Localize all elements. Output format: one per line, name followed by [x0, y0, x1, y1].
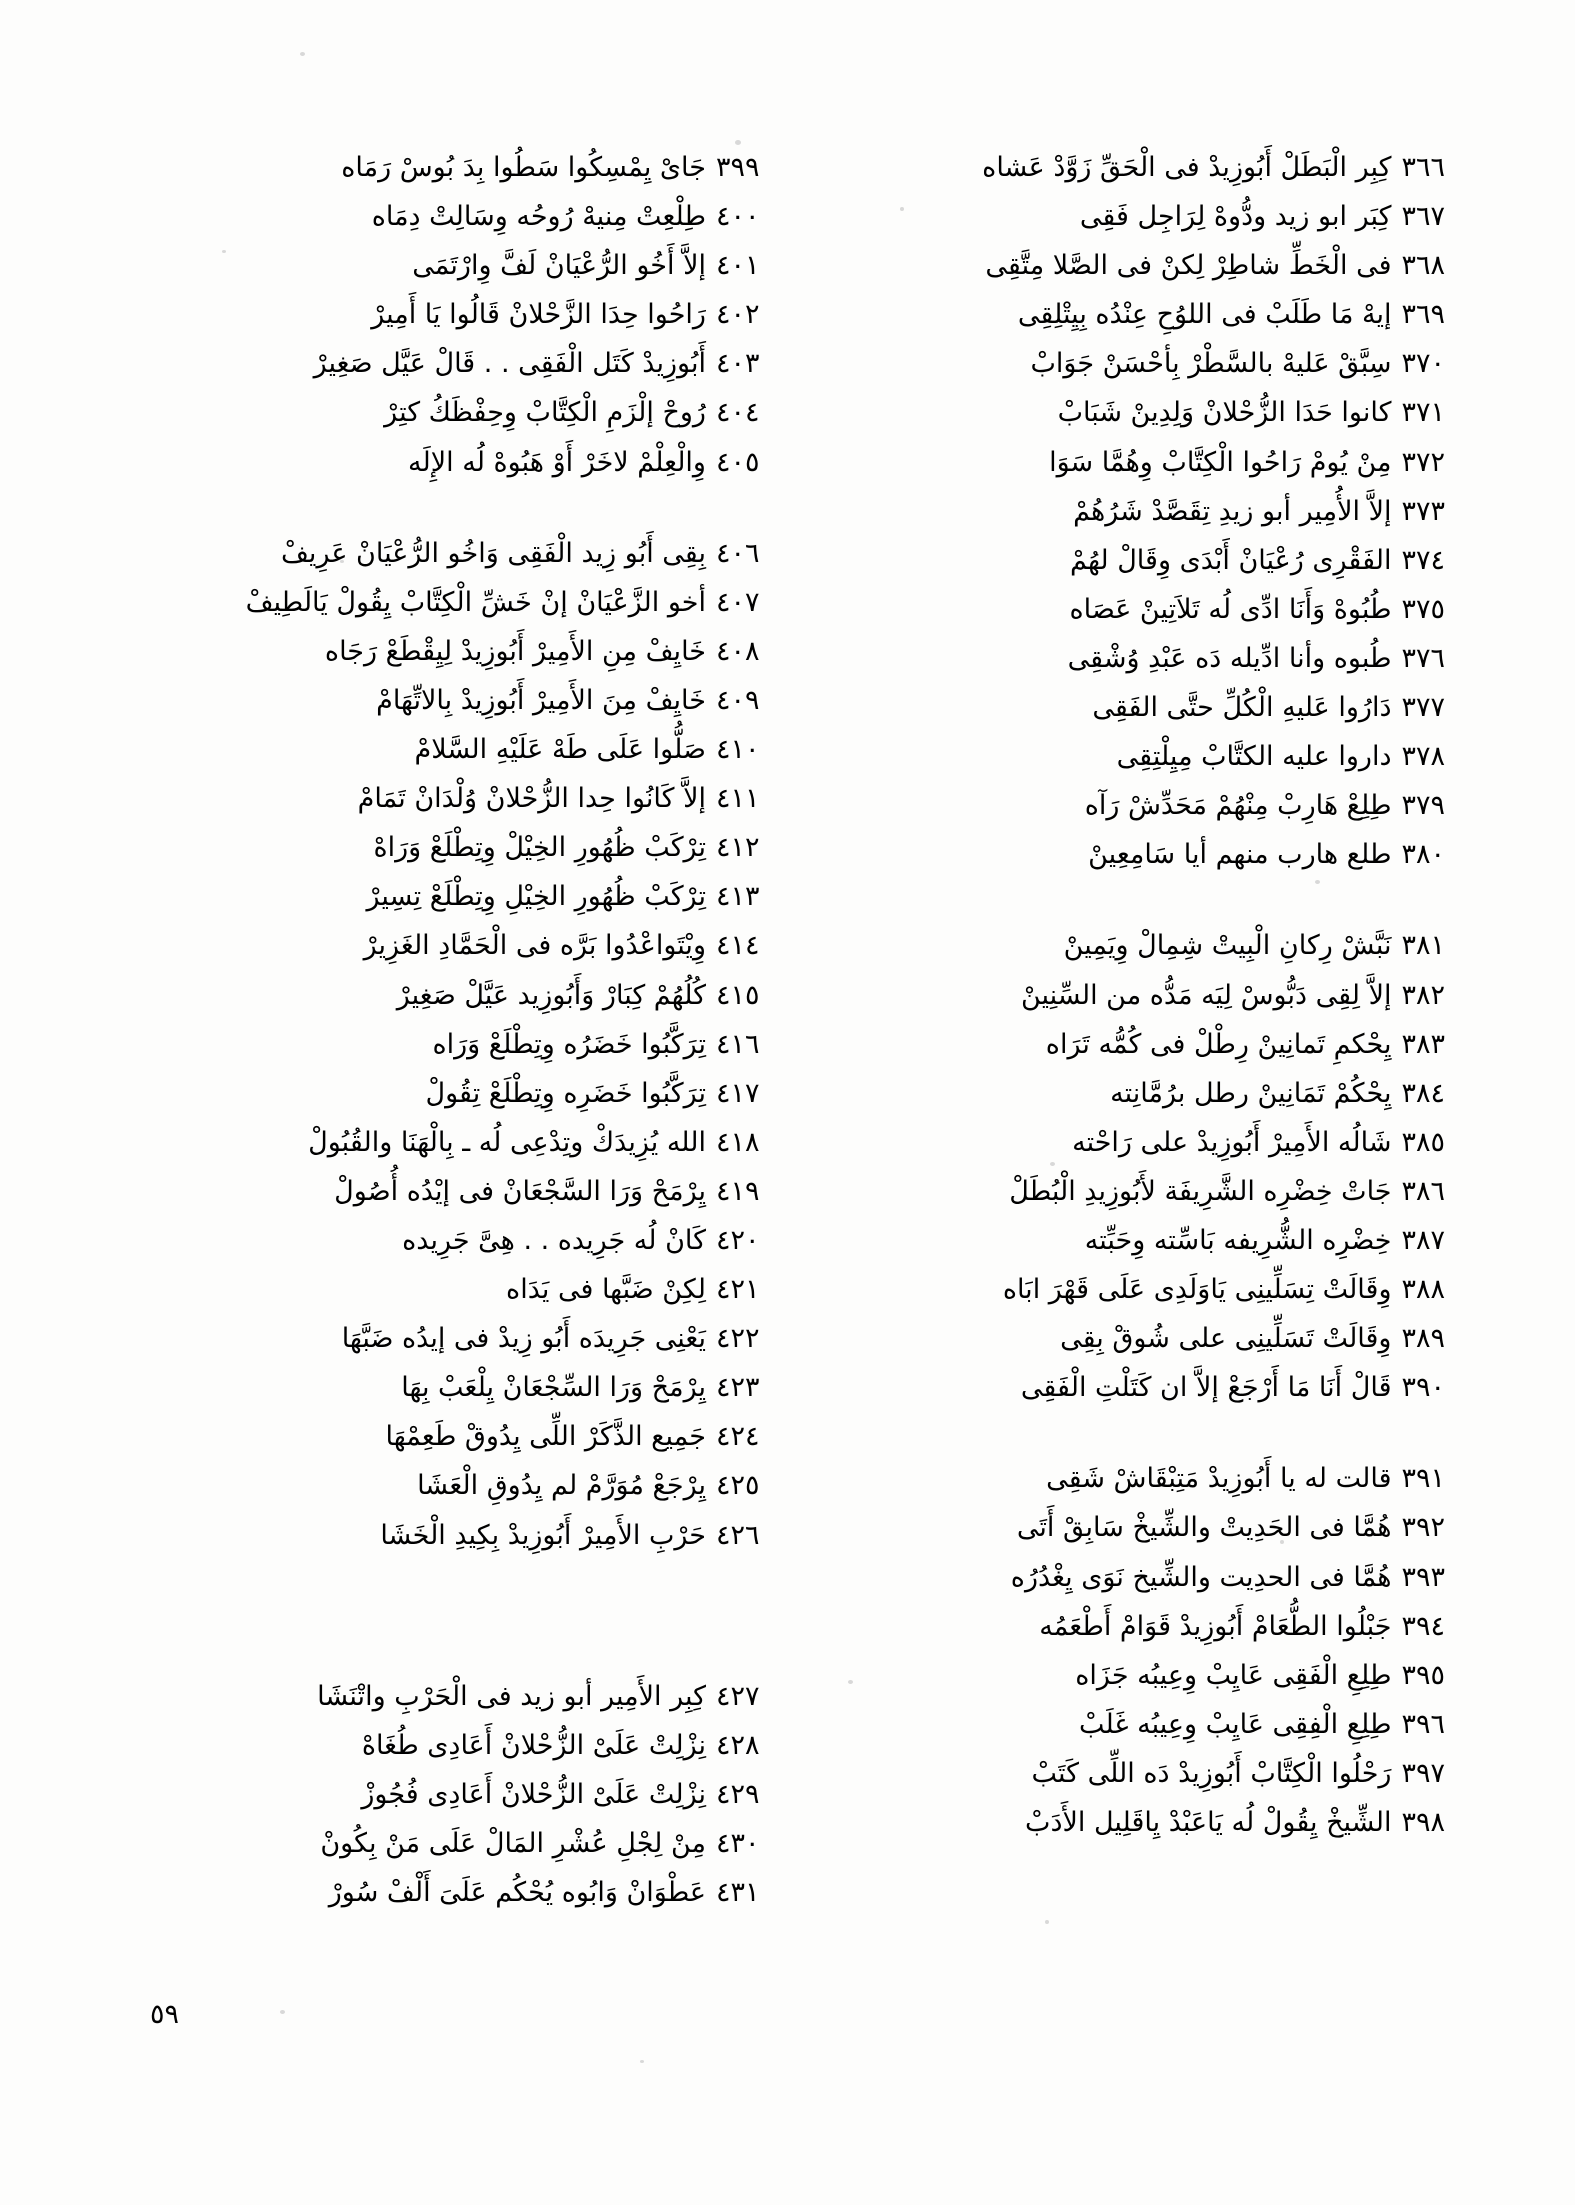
verse-number: ٤٠٩	[715, 684, 760, 716]
verse-text: تِرْكَبْ ظُهُورِ الخِيْلِ وِتِطْلَعْ تِسِيرْ	[366, 881, 706, 913]
verse-number: ٣٨٩	[1401, 1323, 1445, 1355]
verse-text: رُوحْ إلْزَمِ الْكِتَّابْ وِحِفْظَكُ كتِرْ	[384, 397, 706, 429]
verse-line	[806, 150, 1446, 185]
verse-line	[160, 1468, 760, 1503]
verse-text: يِرْجَعْ مُوَرَّمْ لم يِدُوقِ الْعَشَا	[417, 1470, 706, 1502]
verse-text: فى الْخَطِّ شاطِرْ لِكنْ فى الصَّلا مِتَّقِى	[985, 250, 1392, 282]
verse-block	[160, 536, 760, 1623]
verse-number: ٣٦٩	[1401, 299, 1445, 331]
verse-line	[160, 150, 760, 185]
verse-text: رَحْلُوا الْكِتَّابْ أَبُوزِيدْ دَه اللِّى كَتَبْ	[1031, 1757, 1392, 1789]
verse-number: ٤٢١	[715, 1274, 760, 1306]
verse-text: كِبَر ابو زيد ودُّوهْ لِرَاجِل فَقِى	[1079, 201, 1392, 233]
verse-line	[806, 690, 1446, 725]
verse-text: الفَقْرِى رُعْيَانْ أَبْدَى وِقَالْ لهُمْ	[1069, 544, 1392, 576]
verse-text: هُمَّا فى الحَدِيتْ والشِّيخْ سَابِقْ أَتَى	[1016, 1512, 1392, 1544]
verse-line	[160, 781, 760, 816]
verse-text: قَالْ أَنَا مَا أَرْجَعْ إلاَّ ان كَتَلْتِ الْفَقِى	[1020, 1372, 1392, 1404]
verse-line	[160, 928, 760, 963]
verse-text: نِزْلِتْ عَلَىْ الزُّحْلانْ أَعَادِى فُجُوزْ	[361, 1778, 706, 1810]
verse-line	[160, 1728, 760, 1763]
verse-text: إلاَّ كَانُوا حِدا الزُّحْلانْ وُلْدَانْ تَمَامْ	[357, 783, 706, 815]
verse-number: ٤١٢	[715, 832, 760, 864]
verse-number: ٣٨٨	[1401, 1274, 1445, 1306]
verse-column-right	[788, 150, 1575, 2050]
verse-line	[806, 1609, 1446, 1644]
verse-line	[160, 297, 760, 332]
verse-line	[160, 346, 760, 381]
verse-line	[806, 248, 1446, 283]
verse-text: طِلِعِ الْفَقِى عَايِبْ وِعِيبُه جَزَاه	[1075, 1659, 1392, 1691]
verse-number: ٣٨٤	[1401, 1077, 1445, 1109]
scan-speck	[300, 52, 305, 56]
verse-number: ٣٩٧	[1401, 1757, 1445, 1789]
verse-line	[160, 1174, 760, 1209]
verse-text: كِبِر الأَمِير أبو زيد فى الْحَرْبِ واتْنَشَا	[317, 1680, 706, 1712]
verse-text: طلع هارب منهم أيا سَامِعِينْ	[1088, 839, 1392, 871]
verse-line	[806, 1174, 1446, 1209]
verse-number: ٣٨٠	[1401, 839, 1445, 871]
verse-number: ٤٠١	[715, 250, 760, 282]
verse-line	[160, 683, 760, 718]
verse-text: طُبُوهْ وَأَنَا ادِّى لُه تَلاَتِينْ عَصَاه	[1069, 593, 1392, 625]
verse-line	[160, 879, 760, 914]
verse-text: نِزْلِتْ عَلَىْ الزُّحْلانْ أَعَادِى طُغَاهْ	[361, 1729, 706, 1761]
verse-line	[806, 788, 1446, 823]
verse-number: ٣٧٨	[1401, 741, 1445, 773]
verse-block	[160, 1679, 760, 1910]
verse-number: ٣٦٧	[1401, 201, 1445, 233]
verse-line	[806, 641, 1446, 676]
verse-text: لِكِنْ ضَبَّها فى يَدَاه	[506, 1274, 706, 1306]
verse-text: مِنْ لِجْلِ عُشْرِ المَالْ عَلَى مَنْ بِكُونْ	[320, 1827, 706, 1859]
verse-line	[160, 395, 760, 430]
verse-line	[806, 1756, 1446, 1791]
verse-text: يِرْمَحْ وَرَا السِّجْعَانْ يِلْعَبْ بِهَا	[401, 1372, 706, 1404]
verse-number: ٤٠٨	[715, 635, 760, 667]
verse-text: طُبوه وأنا ادِّيله دَه عَبْدِ وُشْقِى	[1067, 642, 1392, 674]
verse-text: وِالْعِلْمْ لاخَرْ أَوْ هَبُوهْ لُه الإِلَه	[408, 446, 706, 478]
verse-number: ٣٧٢	[1401, 446, 1445, 478]
verse-line	[806, 592, 1446, 627]
verse-line	[160, 1419, 760, 1454]
verse-columns	[0, 150, 1575, 2050]
verse-line	[806, 1510, 1446, 1545]
verse-line	[160, 1875, 760, 1910]
verse-number: ٤١٤	[715, 930, 760, 962]
verse-text: رَاحُوا حِدَا الزَّحْلانْ قَالُوا يَا أَمِيرْ	[371, 299, 706, 331]
verse-number: ٣٧٤	[1401, 544, 1445, 576]
verse-text: أخو الزَّعْيَانْ إنْ خَشِّ الْكِتَّابْ يِقُولْ يَالَطِيفْ	[245, 586, 706, 618]
verse-line	[806, 199, 1446, 234]
verse-block	[160, 150, 760, 480]
verse-number: ٤٣٠	[715, 1827, 760, 1859]
verse-line	[160, 732, 760, 767]
verse-line	[160, 248, 760, 283]
verse-number: ٤٢٢	[715, 1323, 760, 1355]
verse-line	[160, 1826, 760, 1861]
stanza-gap	[160, 1637, 760, 1679]
verse-number: ٤١٦	[715, 1028, 760, 1060]
verse-number: ٤٢٥	[715, 1470, 760, 1502]
verse-number: ٤١٩	[715, 1175, 760, 1207]
verse-number: ٣٦٨	[1401, 250, 1445, 282]
verse-number: ٣٩٦	[1401, 1708, 1445, 1740]
stanza-gap	[160, 494, 760, 536]
verse-text: يَعْنِى جَرِيدَه أَبُو زِيدْ فى إيدُه ضَبَّهَا	[341, 1323, 706, 1355]
verse-text: داروا عليه الكتَّابْ مِيِلْتِقِى	[1116, 741, 1392, 773]
verse-column-left	[0, 150, 788, 2050]
verse-number: ٣٧٦	[1401, 642, 1445, 674]
verse-number: ٣٨٧	[1401, 1224, 1445, 1256]
verse-number: ٣٩٣	[1401, 1561, 1445, 1593]
verse-text: الله يُزِيدَكْ وتِدْعِى لُه ـ بِالْهَنَا والقُبُولْ	[308, 1126, 706, 1158]
verse-number: ٤٠٤	[715, 397, 760, 429]
verse-text: تِرَكَّبُوا خَضَرُه وِتِطْلَعْ وَرَاه	[432, 1028, 706, 1060]
verse-line	[160, 1321, 760, 1356]
verse-block	[806, 1461, 1446, 1840]
verse-line	[160, 1027, 760, 1062]
verse-text: عَطْوَانْ وَابُوه يُحْكُم عَلَىَ أَلْفْ سُورْ	[328, 1877, 706, 1908]
verse-line	[806, 1272, 1446, 1307]
verse-text: يِحْكُمْ تَمَانِينْ رطل برُمَّانِته	[1110, 1077, 1392, 1109]
verse-line	[806, 837, 1446, 872]
verse-text: يِحْكمِ تَمانِينْ رِطْلْ فى كُمُّه تَرَاه	[1045, 1028, 1392, 1060]
verse-number: ٣٧٧	[1401, 692, 1445, 724]
verse-text: طِلِعْ هَارِبْ مِنْهُمْ مَحَدِّشْ رَآه	[1084, 790, 1392, 822]
verse-number: ٣٩٠	[1401, 1372, 1445, 1404]
verse-line	[806, 1223, 1446, 1258]
verse-line	[806, 1125, 1446, 1160]
verse-line	[160, 978, 760, 1013]
verse-line	[806, 1321, 1446, 1356]
verse-line	[160, 1272, 760, 1307]
verse-line	[160, 585, 760, 620]
verse-number: ٣٩١	[1401, 1463, 1445, 1495]
verse-number: ٣٩٤	[1401, 1610, 1445, 1642]
verse-line	[806, 1707, 1446, 1742]
verse-line	[806, 1560, 1446, 1595]
verse-text: كانوا حَدَا الزُّحْلانْ وَلِدِينْ شَبَابْ	[1057, 397, 1392, 429]
verse-text: يِرْمَحْ وَرَا السَّجْعَانْ فى إيْدُه أُصُولْ	[334, 1175, 706, 1207]
verse-line	[806, 928, 1446, 963]
verse-line	[160, 1223, 760, 1258]
verse-line	[806, 978, 1446, 1013]
verse-number: ٣٨٢	[1401, 979, 1445, 1011]
verse-line	[806, 1370, 1446, 1405]
verse-line	[806, 297, 1446, 332]
verse-line	[160, 1777, 760, 1812]
verse-number: ٤٢٨	[715, 1729, 760, 1761]
page-number: ٥٩	[150, 1999, 180, 2030]
verse-number: ٣٧١	[1401, 397, 1445, 429]
verse-text: كِبِر الْبَطَلْ أَبُوزِيدْ فى الْحَقِّ زَوَّدْ عَشاه	[982, 152, 1392, 183]
verse-number: ٤١١	[715, 783, 760, 815]
verse-number: ٣٨٣	[1401, 1028, 1445, 1060]
verse-text: كُلُهُمْ كِبَارْ وَأَبُوزِيد عَيَّلْ صَغِيرْ	[396, 979, 706, 1011]
verse-line	[160, 634, 760, 669]
verse-number: ٤١٠	[715, 734, 760, 766]
scan-speck	[735, 140, 741, 145]
verse-number: ٣٨٦	[1401, 1175, 1445, 1207]
verse-number: ٤٢٧	[715, 1680, 760, 1712]
verse-line	[806, 1076, 1446, 1111]
verse-text: شَالُه الأَمِيرْ أَبُوزِيدْ على رَاحْته	[1072, 1126, 1392, 1158]
verse-line	[806, 494, 1446, 529]
verse-line	[160, 1679, 760, 1714]
verse-text: إلاَّ لِقِى دَبُّوسْ لِيَه مَدُّه من السِّنِينْ	[1020, 979, 1392, 1011]
verse-line	[806, 1658, 1446, 1693]
scan-speck	[640, 2060, 644, 2063]
verse-text: جَاتْ خِضْرِه الشَّرِيفَة لأَبُوزِيدِ الْبُطَلْ	[1009, 1175, 1392, 1207]
verse-line	[160, 536, 760, 571]
verse-number: ٤٢٩	[715, 1778, 760, 1810]
verse-text: أَبُوزِيدْ كَتَل الْفَقِى . . قَالْ عَيَّل صَغِيرْ	[313, 348, 706, 380]
verse-line	[160, 1076, 760, 1111]
verse-text: بِقِى أَبُو زِيد الْفَقِى وَاخُو الرُّعْيَانْ عَرِيفْ	[280, 537, 706, 569]
verse-number: ٤١٧	[715, 1077, 760, 1109]
verse-line	[806, 445, 1446, 480]
verse-text: وِقَالَتْ تِسَلِّينِى يَاوَلَدِى عَلَى قَهْرَ ابَاه	[1002, 1274, 1392, 1306]
verse-number: ٤٠٥	[715, 446, 760, 478]
verse-text: مِنْ يُومْ رَاحُوا الْكِتَّابْ وِهُمَّا سَوَا	[1049, 446, 1392, 478]
verse-number: ٣٩٨	[1401, 1807, 1445, 1838]
verse-line	[806, 1461, 1446, 1496]
verse-line	[806, 346, 1446, 381]
verse-line	[160, 199, 760, 234]
verse-number: ٣٧٩	[1401, 790, 1445, 822]
verse-number: ٤١٣	[715, 881, 760, 913]
verse-text: جَاىْ يِمْسِكُوا سَطُوا بِدَ بُوسْ رَمَاه	[341, 152, 706, 183]
verse-text: خَايِفْ مِنَ الأَمِيرْ أَبُوزِيدْ بِالاتِّهَامْ	[376, 684, 706, 716]
verse-text: تِرَكَّبُوا خَضَرِه وِتِطْلَعْ تِقُولْ	[425, 1077, 706, 1109]
verse-number: ٤٠٣	[715, 348, 760, 380]
verse-number: ٤٢٠	[715, 1224, 760, 1256]
verse-number: ٣٦٦	[1401, 152, 1445, 183]
verse-text: طِلِعِ الْفِقِى عَايِبْ وِعِيبُه غَلَبْ	[1078, 1708, 1392, 1740]
verse-text: جَمِيع الذَّكَرْ اللِّى يِدُوقْ طَعِمْهَا	[385, 1421, 706, 1453]
verse-text: وِقَالَتْ تَسَلِّينِى على شُوقْ بِقِى	[1060, 1323, 1392, 1355]
verse-number: ٤١٥	[715, 979, 760, 1011]
verse-block	[806, 150, 1446, 872]
verse-number: ٣٨٥	[1401, 1126, 1445, 1158]
verse-text: خَايِفْ مِنِ الأَمِيرْ أَبُوزِيدْ لِيِقْطَعْ رَجَاه	[324, 635, 706, 667]
verse-line	[160, 445, 760, 480]
verse-line	[806, 1805, 1446, 1840]
verse-number: ٣٩٢	[1401, 1512, 1445, 1544]
verse-number: ٤٠٦	[715, 537, 760, 569]
verse-number: ٣٧٠	[1401, 348, 1445, 380]
verse-line	[806, 395, 1446, 430]
verse-number: ٣٩٩	[715, 152, 760, 183]
verse-text: دَارُوا عَليهِ الْكُلِّ حتَّى الفَقِى	[1092, 692, 1392, 724]
verse-text: نَبَّشْ رِكانِ الْبِيتْ شِمِالْ وِيَمِينْ	[1063, 930, 1392, 962]
verse-number: ٤٢٦	[715, 1519, 760, 1551]
verse-line	[160, 1125, 760, 1160]
verse-number: ٤٣١	[715, 1877, 760, 1908]
verse-number: ٤٢٤	[715, 1421, 760, 1453]
verse-line	[806, 543, 1446, 578]
verse-text: حَرْبِ الأَمِيرْ أَبُوزِيدْ بِكِيدِ الْخَشَا	[380, 1519, 706, 1551]
stanza-gap	[806, 886, 1446, 928]
verse-text: قالت له يا أَبُوزِيدْ مَتِبْقَاشْ شَقِى	[1046, 1463, 1392, 1495]
verse-text: تِرْكَبْ ظُهُورِ الخِيْلْ وِتِطْلَعْ وَرَاهْ	[373, 832, 706, 864]
verse-number: ٤٠٠	[715, 201, 760, 233]
verse-text: إيهْ مَا طَلَبْ فى اللوُحِ عِنْدُه بِيِتْلِقِى	[1017, 299, 1392, 331]
verse-number: ٤٢٣	[715, 1372, 760, 1404]
verse-line	[160, 1518, 760, 1553]
verse-number: ٣٧٥	[1401, 593, 1445, 625]
verse-text: هُمَّا فى الحدِيت والشِّيخ نَوَى يِغْدُرُه	[1010, 1561, 1392, 1593]
verse-line	[806, 739, 1446, 774]
verse-text: طِلْعِتْ مِنيهْ رُوحُه وِسَالِتْ دِمَاه	[371, 201, 706, 233]
verse-text: إلاَّ أَخُو الرُّعْيَانْ لَفَّ وِارْتَمَى	[412, 250, 706, 282]
verse-number: ٣٧٣	[1401, 495, 1445, 527]
verse-text: الشِّيخْ يِقُولْ لُه يَاعَبْدْ يِاقَلِيل الأَدَبْ	[1025, 1807, 1392, 1838]
verse-text: صَلُّوا عَلَى طَهْ عَلَيْهِ السَّلامْ	[414, 734, 706, 766]
verse-text: إلاَّ الأُمِير أبو زيدِ تِقَصَّدْ شَرُهُمْ	[1073, 495, 1392, 527]
verse-text: وِيْتَواعْدُوا بَرَّه فى الْحَمَّادِ الغَزِيرْ	[363, 930, 706, 962]
verse-text: سِبَّقْ عَليهْ بالسَّطْرْ بِأحْسَنْ جَوَابْ	[1030, 348, 1392, 380]
verse-number: ٤٠٧	[715, 586, 760, 618]
verse-text: خِضْرِه الشُّرِيفه بَاسِّته وِحَبِّته	[1084, 1224, 1392, 1256]
verse-line	[160, 830, 760, 865]
verse-block	[806, 928, 1446, 1405]
verse-line	[806, 1027, 1446, 1062]
verse-line	[160, 1370, 760, 1405]
stanza-gap	[806, 1419, 1446, 1461]
verse-text: جَبْلُوا الطُّعَامْ أَبُوزِيدْ قَوَامْ أَطْعَمُه	[1039, 1610, 1392, 1642]
verse-text: كَانْ لُه جَرِيده . . هِىَّ جَرِيده	[402, 1224, 706, 1256]
verse-number: ٣٩٥	[1401, 1659, 1445, 1691]
verse-number: ٤١٨	[715, 1126, 760, 1158]
verse-number: ٣٨١	[1401, 930, 1445, 962]
verse-number: ٤٠٢	[715, 299, 760, 331]
